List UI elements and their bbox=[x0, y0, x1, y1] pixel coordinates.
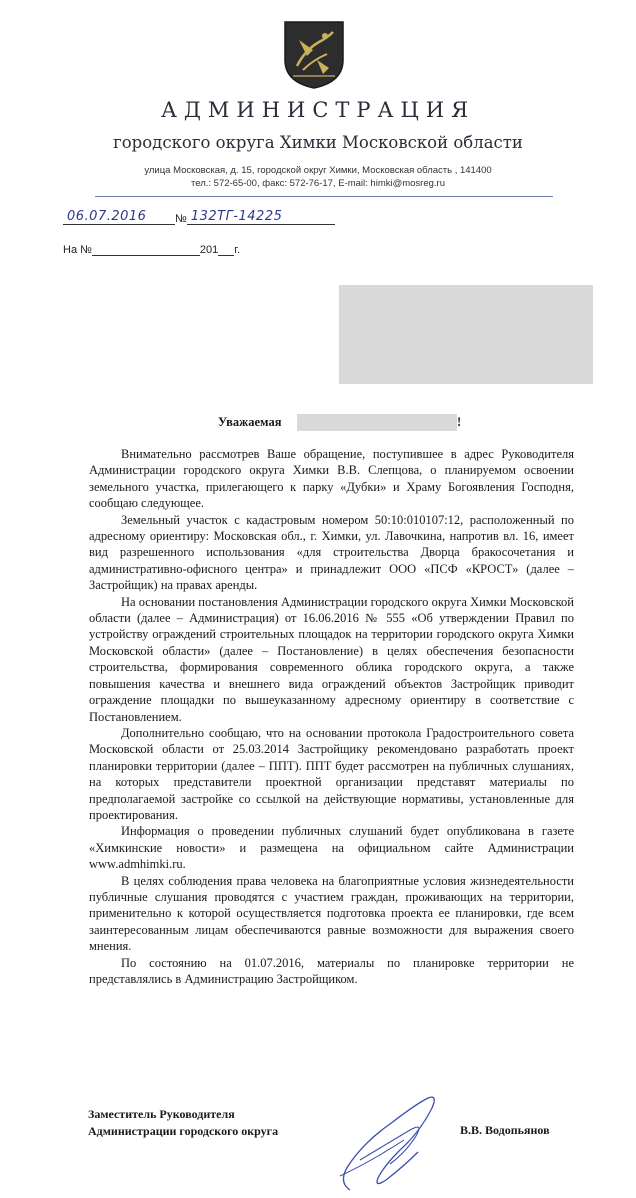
redacted-recipient-address bbox=[339, 285, 593, 384]
handwritten-signature-icon bbox=[320, 1090, 450, 1195]
organization-title: АДМИНИСТРАЦИЯ bbox=[160, 98, 476, 122]
registration-number: 132ТГ-14225 bbox=[190, 209, 283, 224]
reply-year: 201 bbox=[199, 244, 219, 256]
signer-position-line2: Администрации городского округа bbox=[88, 1124, 279, 1138]
paragraph: Дополнительно сообщаю, что на основании протокола Градостроительного совета Московской области от 25.03.2014 Застройщику рекомендовано разработать проект планировки территории (далее – ППТ). ППТ будет рассмотрен на публичных слушаниях, на которых представители проектной организации представят материалы по предполагаемой застройке со ссылкой на действующие нормативы, установленные для проектирования. bbox=[89, 725, 574, 822]
paragraph: Внимательно рассмотрев Ваше обращение, поступившее в адрес Руководителя Администрации городского округа Химки В.В. Слепцова, о планируемом освоении земельного участка, прилегающего к парку «Дубки» и Храму Богоявления Господня, сообщаю следующее. bbox=[89, 447, 574, 511]
redacted-recipient-name bbox=[297, 414, 457, 431]
registration-number-field bbox=[187, 209, 335, 225]
paragraph: На основании постановления Администрации городского округа Химки Московской области (далее – Администрация) от 16.06.2016 № 555 «Об утверждении Правил по устройству ограждений строительных площадок на территории городского округа Химки Московской области» (далее – Постановление) в целях обеспечения безопасности строительства, формирования современного облика городского округа, а также повышения качества и внешнего вида ограждений объектов Застройщик приводит ограждение площадки по вышеуказанному адресному ориентиру в соответствие с Постановлением. bbox=[89, 594, 574, 724]
salutation-suffix: ! bbox=[457, 415, 462, 429]
registration-date: 06.07.2016 bbox=[67, 209, 147, 224]
registration-number-sign: № bbox=[175, 213, 187, 225]
registration-date-field bbox=[63, 209, 175, 225]
registration-line bbox=[63, 209, 335, 225]
signer-position-line1: Заместитель Руководителя bbox=[88, 1107, 235, 1121]
organization-subtitle: городского округа Химки Московской области bbox=[113, 133, 523, 152]
header-divider bbox=[95, 196, 553, 197]
reply-reference-line bbox=[63, 244, 240, 256]
paragraph: Земельный участок с кадастровым номером 50:10:010107:12, расположенный по адресному ориентиру: Московская обл., г. Химки, ул. Лавочкина, напротив вл. 16, имеет вид разрешенного использования «для строительства Дворца бракосочетания и административно-офисного центра» и принадлежит ООО «ПСФ «КРОСТ» (далее – Застройщик) на правах аренды. bbox=[89, 512, 574, 593]
paragraph: По состоянию на 01.07.2016, материалы по планировке территории не представлялись в Администрацию Застройщиком. bbox=[89, 955, 574, 986]
organization-contacts: тел.: 572-65-00, факс: 572-76-17, E-mail: himki@mosreg.ru bbox=[190, 178, 446, 189]
salutation-prefix: Уважаемая bbox=[218, 415, 282, 429]
reply-year-blank bbox=[218, 244, 234, 256]
reply-year-suffix: г. bbox=[234, 244, 241, 256]
paragraph: Информация о проведении публичных слушаний будет опубликована в газете «Химкинские новости» и размещена на официальном сайте Администрации www.admhimki.ru. bbox=[89, 824, 574, 872]
organization-address: улица Московская, д. 15, городской округ Химки, Московская область , 141400 bbox=[144, 165, 492, 176]
reply-label: На № bbox=[63, 244, 92, 256]
khimki-coat-of-arms-icon bbox=[283, 20, 345, 90]
signer-name: В.В. Водопьянов bbox=[460, 1123, 550, 1137]
letter-body bbox=[89, 446, 574, 987]
paragraph: В целях соблюдения права человека на благоприятные условия жизнедеятельности публичные слушания проводятся с участием граждан, проживающих на территории, применительно к которой осуществляется подготовка проекта ее планировки, где всем заинтересованным лицам обеспечиваются равные возможности для выражения своего мнения. bbox=[89, 873, 574, 954]
reply-number-blank bbox=[92, 244, 200, 256]
signer-position bbox=[88, 1106, 278, 1140]
